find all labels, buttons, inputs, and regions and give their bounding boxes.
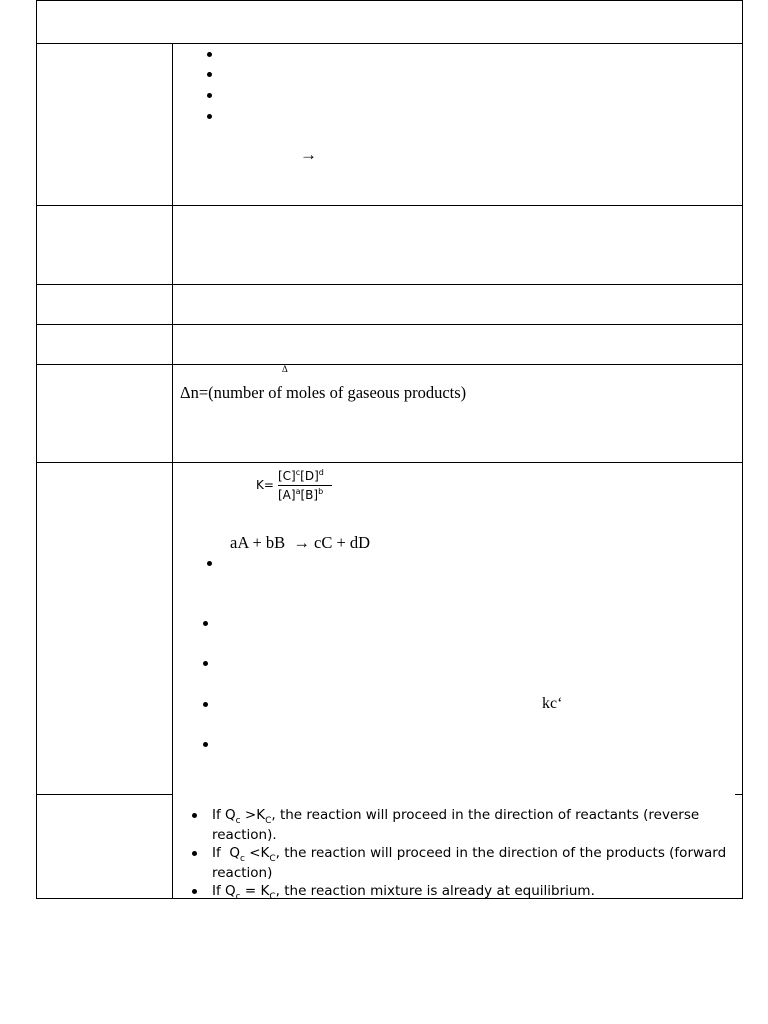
row-border-6 xyxy=(36,462,743,463)
numerator-d-exponent: d xyxy=(318,468,324,477)
list-bullet xyxy=(203,702,208,707)
list-bullet xyxy=(192,851,197,856)
row-border-2 xyxy=(36,205,743,206)
comparison-operator: <K xyxy=(244,845,270,861)
table-left-border xyxy=(36,0,37,899)
qc-prefix: If Q xyxy=(212,845,240,861)
general-reaction-equation: aA + bB → cC + dD xyxy=(230,533,371,552)
qc-subscript: c xyxy=(239,854,245,864)
row-border-top xyxy=(36,0,743,1)
denominator-b: [B] xyxy=(300,488,319,502)
item-text: , the reaction will proceed in the direction of reactants (reverse reaction). xyxy=(212,807,700,843)
denominator-a-exponent: a xyxy=(295,487,301,496)
reaction-arrow: → xyxy=(300,145,317,164)
numerator-c-exponent: c xyxy=(295,468,301,477)
small-delta-symbol: Δ xyxy=(282,364,288,374)
formula-denominator xyxy=(278,489,323,501)
list-bullet xyxy=(207,72,212,77)
qc-prefix: If Q xyxy=(212,883,236,899)
row-border-5 xyxy=(36,364,743,365)
kc-subscript: C xyxy=(269,854,276,864)
row-border-3 xyxy=(36,284,743,285)
list-bullet xyxy=(207,52,212,57)
numerator-d: [D] xyxy=(300,469,319,483)
column-divider xyxy=(172,43,173,899)
denominator-a: [A] xyxy=(278,488,296,502)
denominator-b-exponent: b xyxy=(318,487,324,496)
list-item xyxy=(190,844,740,882)
list-bullet xyxy=(192,889,197,894)
row-border-7-left xyxy=(36,794,173,795)
comparison-operator: >K xyxy=(240,807,266,823)
row-border-1 xyxy=(36,43,743,44)
reaction-quotient-list xyxy=(190,806,740,902)
table-right-border xyxy=(742,0,743,899)
row-border-7-right-stub xyxy=(735,794,743,795)
list-bullet xyxy=(192,813,197,818)
qc-subscript: c xyxy=(235,816,241,826)
row-border-4 xyxy=(36,324,743,325)
list-bullet xyxy=(203,621,208,626)
qc-prefix: If Q xyxy=(212,807,236,823)
numerator-c: [C] xyxy=(278,469,296,483)
list-bullet xyxy=(203,742,208,747)
fraction-bar xyxy=(278,485,332,486)
kc-subscript: C xyxy=(269,892,276,902)
delta-n-definition: Δn=(number of moles of gaseous products) xyxy=(180,383,467,402)
formula-k-label: K= xyxy=(256,478,274,492)
list-bullet xyxy=(207,93,212,98)
item-text: , the reaction mixture is already at equilibrium. xyxy=(275,883,595,899)
qc-subscript: c xyxy=(235,892,241,902)
kc-subscript: C xyxy=(265,816,272,826)
comparison-operator: = K xyxy=(240,883,270,899)
list-bullet xyxy=(207,561,212,566)
list-item xyxy=(190,882,740,902)
list-item xyxy=(190,806,740,844)
item-text: , the reaction will proceed in the direction of the products (forward reaction) xyxy=(212,845,727,881)
equilibrium-constant-formula xyxy=(256,470,336,506)
list-bullet xyxy=(203,661,208,666)
formula-numerator xyxy=(278,470,324,482)
kc-prime-label: kc‘ xyxy=(542,695,563,712)
list-bullet xyxy=(207,114,212,119)
